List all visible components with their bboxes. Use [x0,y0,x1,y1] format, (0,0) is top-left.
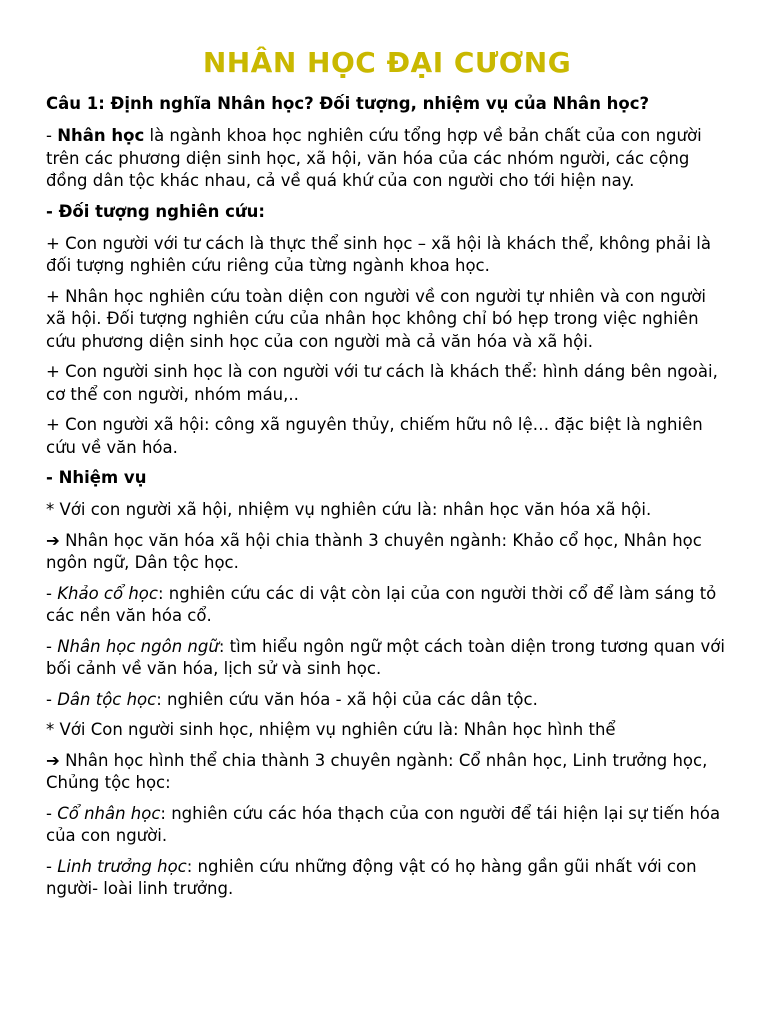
object-item-1: + Con người với tư cách là thực thể sinh học – xã hội là khách thể, không phải là đối tượng nghiên cứu riêng của từng ngành khoa học. [46,233,711,275]
branch-ethnology [46,689,728,712]
branch-linguistic [46,636,728,681]
branches-text: Nhân học văn hóa xã hội chia thành 3 chuyên ngành: Khảo cổ học, Nhân học ngôn ngữ, Dân tộc học. [46,530,702,572]
branch-paleoanthropology [46,803,728,848]
object-item-4: + Con người xã hội: công xã nguyên thủy, chiếm hữu nô lệ… đặc biệt là nghiên cứu về văn hóa. [46,415,703,457]
paleoanthropology-text: : nghiên cứu các hóa thạch của con người để tái hiện lại sự tiến hóa của con người. [46,803,721,845]
dash: - [46,803,58,823]
dash: - [46,583,58,603]
dash: - [46,689,58,709]
physical-branches-text: Nhân học hình thể chia thành 3 chuyên ngành: Cổ nhân học, Linh trưởng học, Chủng tộc học: [46,750,708,792]
task-heading: - Nhiệm vụ [46,468,147,487]
dash: - [46,856,58,876]
branch-primatology [46,856,728,901]
definition-paragraph [46,125,728,193]
arrow-icon: ➔ [46,750,60,770]
task-social-branches [46,530,728,575]
definition-text: là ngành khoa học nghiên cứu tổng hợp về bản chất của con người trên các phương diện sinh học, xã hội, văn hóa của các nhóm người, các cộng đồng dân tộc khác nhau, cả về quá khứ của con người cho tới hiện nay. [46,126,702,190]
term-ethnology: Dân tộc học [57,689,157,709]
linguistic-text: : tìm hiểu ngôn ngữ một cách toàn diện trong tương quan với bối cảnh về văn hóa, lịch sử và sinh học. [46,636,725,678]
term-primatology: Linh trưởng học [57,856,187,876]
term-nhan-hoc: Nhân học [57,126,145,145]
object-item-3: + Con người sinh học là con người với tư cách là khách thể: hình dáng bên ngoài, cơ thể con người, nhóm máu,.. [46,362,718,404]
dash: - [46,636,58,656]
primatology-text: : nghiên cứu những động vật có họ hàng gần gũi nhất với con người- loài linh trưởng. [46,856,697,898]
object-item-2: + Nhân học nghiên cứu toàn diện con người về con người tự nhiên và con người xã hội. Đối tượng nghiên cứu của nhân học không chỉ bó hẹp trong việc nghiên cứu phương diện sinh học của con người mà cả văn hóa và xã hội. [46,286,707,351]
document-title: NHÂN HỌC ĐẠI CƯƠNG [202,46,572,79]
term-paleoanthropology: Cổ nhân học [57,803,161,823]
object-heading: - Đối tượng nghiên cứu: [46,201,265,221]
branch-archaeology [46,583,728,628]
term-linguistic: Nhân học ngôn ngữ [57,636,219,656]
task-biological: * Với Con người sinh học, nhiệm vụ nghiên cứu là: Nhân học hình thể [46,720,616,739]
ethnology-text: : nghiên cứu văn hóa - xã hội của các dân tộc. [156,689,538,709]
question-heading: Câu 1: Định nghĩa Nhân học? Đối tượng, nhiệm vụ của Nhân học? [46,94,650,113]
archaeology-text: : nghiên cứu các di vật còn lại của con người thời cổ để làm sáng tỏ các nền văn hóa cổ. [46,583,717,625]
task-social: * Với con người xã hội, nhiệm vụ nghiên cứu là: nhân học văn hóa xã hội. [46,500,652,519]
task-biological-branches [46,750,728,795]
term-archaeology: Khảo cổ học [57,583,158,603]
dash: - [46,126,58,145]
arrow-icon: ➔ [46,530,60,550]
